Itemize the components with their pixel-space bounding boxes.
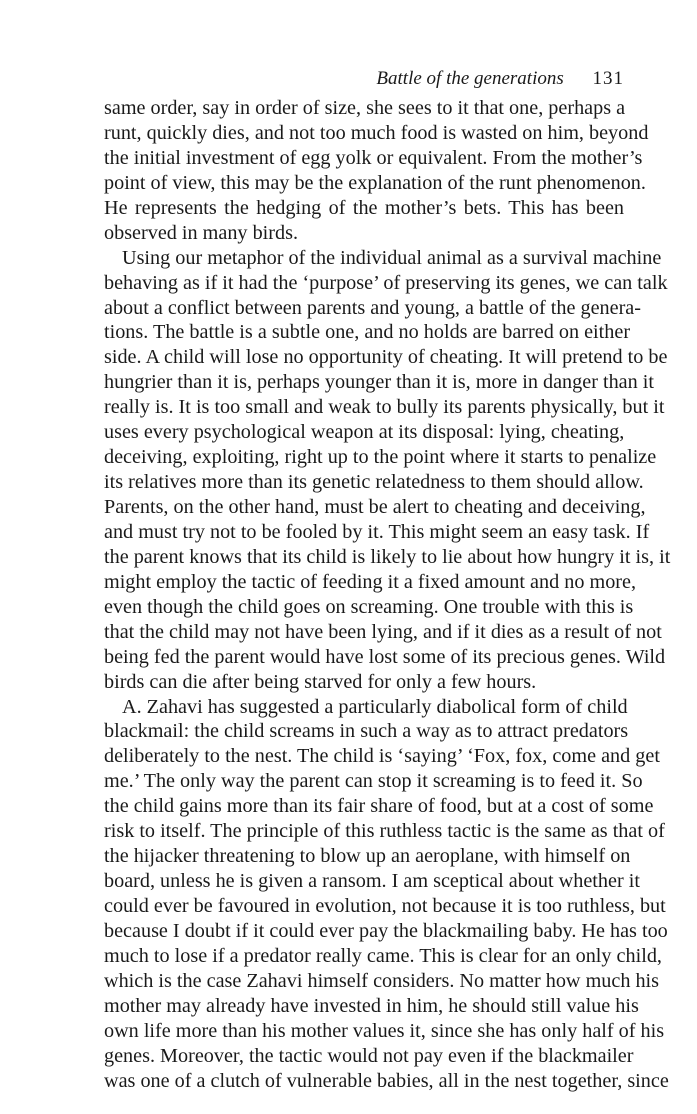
text-line: was one of a clutch of vulnerable babies, all in the nest together, since [104,1069,669,1092]
text-line: uses every psychological weapon at its disposal: lying, cheating, [104,421,625,444]
text-line: me.’ The only way the parent can stop it screaming is to feed it. So [104,770,643,793]
text-line: much to lose if a predator really came. This is clear for an only child, [104,944,662,967]
text-line: the initial investment of egg yolk or equivalent. From the mother’s [104,146,643,169]
text-line: mother may already have invested in him, he should still value his [104,994,639,1017]
text-line: A. Zahavi has suggested a particularly diabolical form of child [122,695,628,718]
running-head [104,66,624,96]
text-line: because I doubt if it could ever pay the blackmailing baby. He has too [104,919,668,942]
paragraph [104,695,669,1094]
page-number: 131 [592,68,624,89]
body-text [104,96,671,1094]
text-line: birds can die after being starved for only a few hours. [104,670,537,693]
text-line: might employ the tactic of feeding it a fixed amount and no more, [104,570,637,593]
text-line: Parents, on the other hand, must be alert to cheating and deceiving, [104,496,646,518]
text-line: and must try not to be fooled by it. This might seem an easy task. If [104,520,650,543]
book-page [104,66,671,1094]
text-line: being fed the parent would have lost some of its precious genes. Wild [104,645,666,668]
text-line: even though the child goes on screaming. One trouble with this is [104,595,634,618]
text-line: observed in many birds. [104,221,298,244]
text-line: board, unless he is given a ransom. I am sceptical about whether it [104,870,640,893]
paragraph [104,96,649,246]
text-line: Using our metaphor of the individual animal as a survival machine [122,246,662,269]
text-line: behaving as if it had the ‘purpose’ of preserving its genes, we can talk [104,271,668,294]
paragraph [104,246,671,695]
text-line: runt, quickly dies, and not too much food is wasted on him, beyond [104,121,649,144]
text-line: tions. The battle is a subtle one, and no holds are barred on either [104,321,631,344]
text-line: own life more than his mother values it, since she has only half of his [104,1019,665,1042]
text-line: genes. Moreover, the tactic would not pay even if the blackmailer [104,1044,634,1067]
text-line: really is. It is too small and weak to bully its parents physically, but it [104,396,665,419]
text-line: the child gains more than its fair share of food, but at a cost of some [104,795,654,818]
text-line: the hijacker threatening to blow up an aeroplane, with himself on [104,845,631,868]
text-line: side. A child will lose no opportunity of cheating. It will pretend to be [104,346,668,369]
text-line: deliberately to the nest. The child is ‘saying’ ‘Fox, fox, come and get [104,745,660,768]
text-line: same order, say in order of size, she sees to it that one, perhaps a [104,97,626,119]
running-head-title: Battle of the generations [376,68,564,89]
text-line: could ever be favoured in evolution, not because it is too ruthless, but [104,895,666,917]
text-line: about a conflict between parents and young, a battle of the genera- [104,296,641,319]
text-line: deceiving, exploiting, right up to the point where it starts to penalize [104,446,657,469]
text-line: the parent knows that its child is likely to lie about how hungry it is, it [104,545,671,568]
text-line: He represents the hedging of the mother’s bets. This has been [104,196,624,219]
text-line: hungrier than it is, perhaps younger than it is, more in danger than it [104,371,654,394]
text-line: risk to itself. The principle of this ruthless tactic is the same as that of [104,820,665,843]
text-line: blackmail: the child screams in such a way as to attract predators [104,720,629,743]
text-line: which is the case Zahavi himself considers. No matter how much his [104,969,660,992]
text-line: that the child may not have been lying, and if it dies as a result of not [104,620,662,643]
text-line: point of view, this may be the explanation of the runt phenomenon. [104,171,646,194]
text-line: its relatives more than its genetic relatedness to them should allow. [104,471,644,494]
